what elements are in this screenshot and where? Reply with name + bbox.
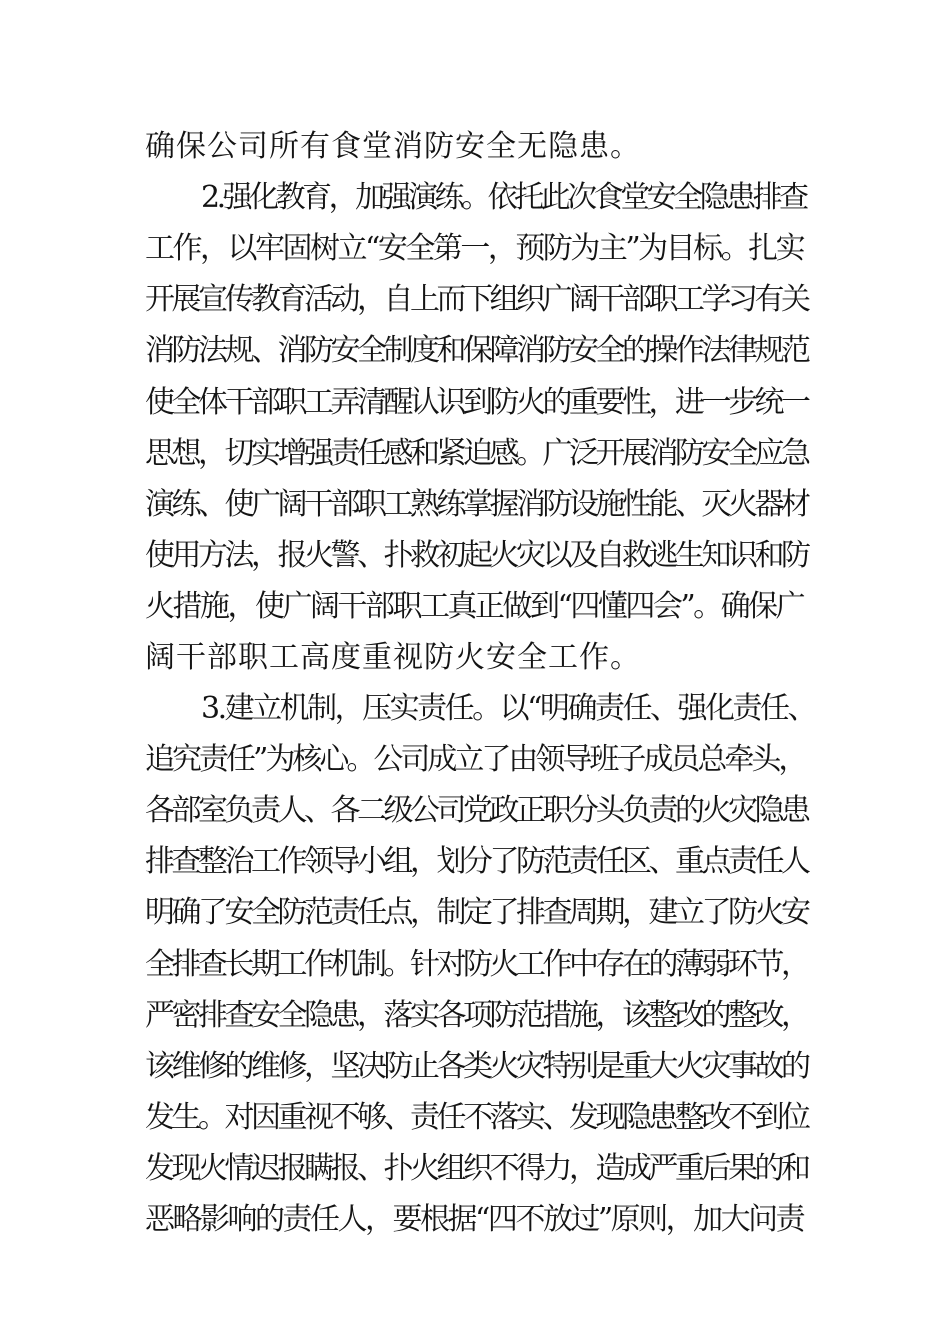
- text-line: 全排查长期工作机制。针对防火工作中存在的薄弱环节，: [145, 947, 808, 982]
- text-line: 明确了安全防范责任点，制定了排查周期，建立了防火安: [145, 895, 808, 930]
- text-line: 开展宣传教育活动，自上而下组织广阔干部职工学习有关: [145, 282, 808, 317]
- text-line: 火措施，使广阔干部职工真正做到“四懂四会”。确保广: [145, 589, 804, 624]
- text-line: 使用方法，报火警、扑救初起火灾以及自救逃生知识和防: [145, 538, 808, 573]
- text-line: 2.强化教育，加强演练。依托此次食堂安全隐患排查: [201, 180, 806, 215]
- text-line: 工作，以牢固树立“安全第一，预防为主”为目标。扎实: [145, 231, 804, 266]
- text-line: 发生。对因重视不够、责任不落实、发现隐患整改不到位: [145, 1100, 808, 1135]
- text-line: 3.建立机制，压实责任。以“明确责任、强化责任、: [201, 691, 815, 726]
- text-line: 阔干部职工高度重视防火安全工作。: [145, 640, 641, 675]
- text-line: 演练、使广阔干部职工熟练掌握消防设施性能、灭火器材: [145, 487, 808, 522]
- text-line: 使全体干部职工弄清醒认识到防火的重要性，进一步统一: [145, 385, 808, 420]
- text-line: 排查整治工作领导小组，划分了防范责任区、重点责任人: [145, 844, 808, 879]
- text-line: 各部室负责人、各二级公司党政正职分头负责的火灾隐患: [145, 793, 808, 828]
- text-line: 发现火情迟报瞒报、扑火组织不得力，造成严重后果的和: [145, 1151, 808, 1186]
- text-line: 恶略影响的责任人，要根据“四不放过”原则，加大问责: [145, 1202, 804, 1237]
- text-line: 该维修的维修，坚决防止各类火灾特别是重大火灾事故的: [145, 1049, 808, 1084]
- text-line: 严密排查安全隐患，落实各项防范措施，该整改的整改，: [145, 998, 808, 1033]
- text-line: 思想，切实增强责任感和紧迫感。广泛开展消防安全应急: [145, 436, 808, 471]
- text-line: 消防法规、消防安全制度和保障消防安全的操作法律规范: [145, 333, 808, 368]
- text-line: 确保公司所有食堂消防安全无隐患。: [145, 129, 641, 164]
- text-line: 追究责任”为核心。公司成立了由领导班子成员总牵头，: [145, 742, 806, 777]
